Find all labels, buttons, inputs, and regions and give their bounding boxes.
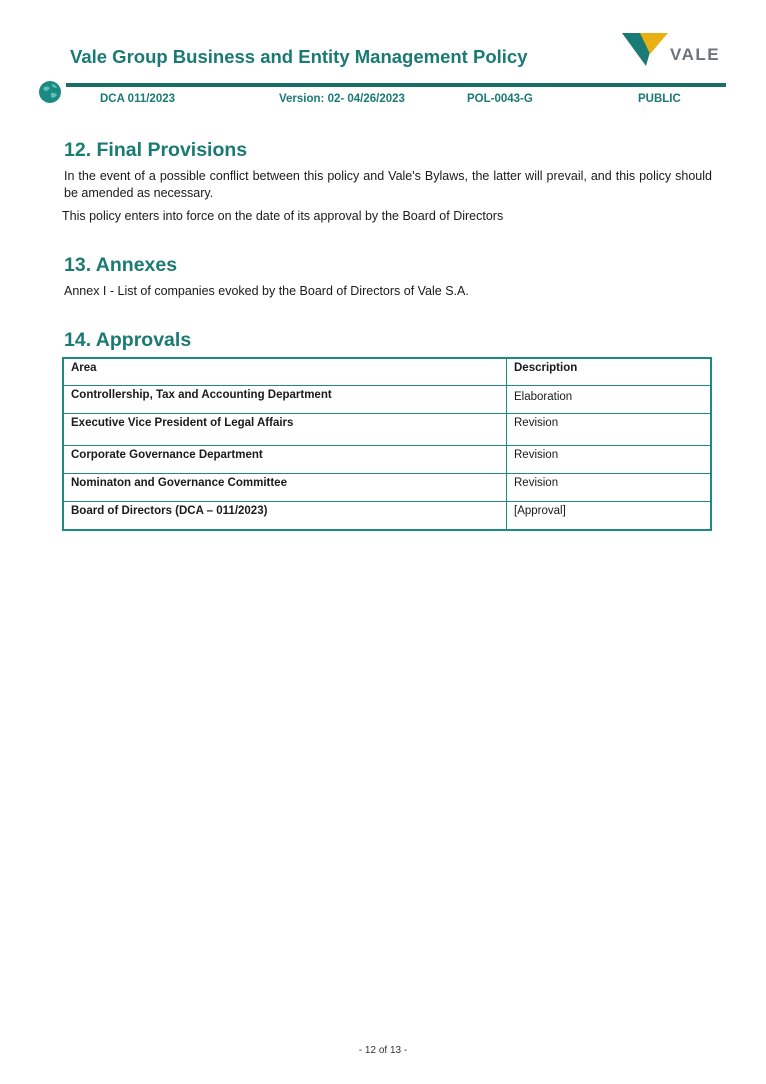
header-divider	[66, 83, 726, 87]
page-number: - 12 of 13 -	[358, 1045, 408, 1056]
area-cell: Board of Directors (DCA – 011/2023)	[63, 502, 507, 531]
description-cell: [Approval]	[507, 502, 712, 531]
description-cell: Revision	[507, 414, 712, 446]
area-cell: Corporate Governance Department	[63, 446, 507, 474]
area-cell: Nominaton and Governance Committee	[63, 474, 507, 502]
classification: PUBLIC	[638, 93, 681, 105]
policy-code: POL-0043-G	[467, 93, 533, 105]
description-cell: Revision	[507, 446, 712, 474]
table-header-row	[63, 358, 711, 386]
document-title: Vale Group Business and Entity Management Policy	[70, 46, 528, 67]
table-row	[63, 502, 711, 531]
approvals-table	[62, 357, 712, 531]
heading-annexes: 13. Annexes	[64, 254, 178, 276]
logo-text: VALE	[670, 45, 720, 64]
area-cell: Controllership, Tax and Accounting Department	[63, 386, 507, 414]
vale-logo	[620, 30, 720, 70]
column-header-description: Description	[507, 358, 712, 386]
column-header-area: Area	[63, 358, 507, 386]
table-row	[63, 414, 711, 446]
description-cell: Elaboration	[507, 386, 712, 414]
effective-date-paragraph: This policy enters into force on the date of its approval by the Board of Directors	[62, 209, 504, 223]
heading-approvals: 14. Approvals	[64, 329, 192, 351]
dca-number: DCA 011/2023	[100, 93, 176, 105]
version-info: Version: 02- 04/26/2023	[279, 93, 405, 105]
annexes-paragraph: Annex I - List of companies evoked by the Board of Directors of Vale S.A.	[64, 284, 469, 298]
table-row	[63, 386, 711, 414]
table-row	[63, 474, 711, 502]
heading-final-provisions: 12. Final Provisions	[64, 139, 248, 161]
table-row	[63, 446, 711, 474]
final-provisions-paragraph: In the event of a possible conflict between this policy and Vale's Bylaws, the latter will prevail, and this policy should be amended as necessary.	[64, 169, 712, 200]
area-cell: Executive Vice President of Legal Affairs	[63, 414, 507, 446]
description-cell: Revision	[507, 474, 712, 502]
globe-icon	[38, 80, 62, 104]
